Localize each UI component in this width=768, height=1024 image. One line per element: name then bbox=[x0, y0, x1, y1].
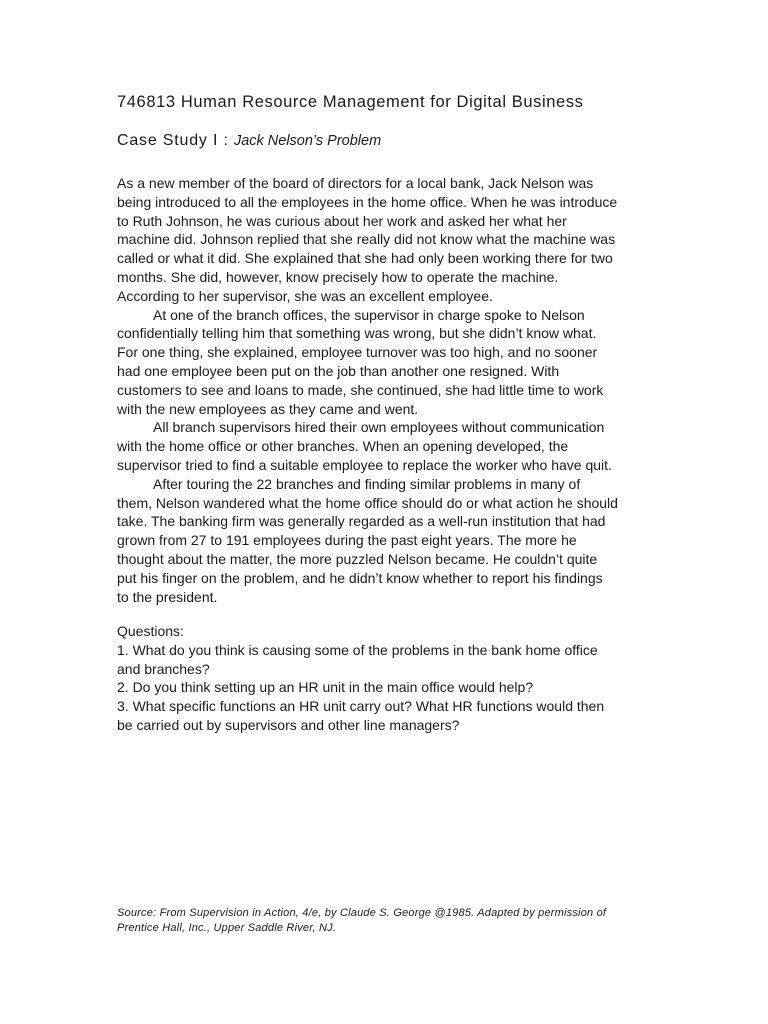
body-text-line: to the president. bbox=[117, 588, 218, 605]
body-text-line: take. The banking firm was generally regarded as a well-run institution that had bbox=[117, 513, 606, 530]
question-line: and branches? bbox=[117, 660, 210, 677]
case-study-heading bbox=[117, 132, 381, 150]
body-text-line: At one of the branch offices, the supervisor in charge spoke to Nelson bbox=[153, 306, 585, 323]
question-line: 3. What specific functions an HR unit carry out? What HR functions would then bbox=[117, 698, 605, 715]
body-text-line: confidentially telling him that something was wrong, but she didn’t know what. bbox=[117, 325, 597, 342]
case-study-name: Jack Nelson’s Problem bbox=[233, 133, 382, 149]
source-citation bbox=[117, 906, 697, 936]
body-text-line: After touring the 22 branches and finding similar problems in many of bbox=[153, 475, 581, 492]
body-text-line: them, Nelson wandered what the home office should do or what action he should bbox=[117, 494, 618, 511]
body-text-line: As a new member of the board of directors for a local bank, Jack Nelson was bbox=[117, 175, 594, 191]
body-text-line: being introduced to all the employees in the home office. When he was introduce bbox=[117, 193, 618, 210]
source-line: Source: From Supervision in Action, 4/e, by Claude S. George @1985. Adapted by permission of bbox=[117, 907, 607, 919]
question-line: be carried out by supervisors and other line managers? bbox=[117, 716, 460, 733]
source-line: Prentice Hall, Inc., Upper Saddle River, NJ. bbox=[117, 922, 337, 934]
body-text-line: customers to see and loans to made, she continued, she had little time to work bbox=[117, 381, 604, 398]
document-title: 746813 Human Resource Management for Digital Business bbox=[117, 93, 584, 111]
body-text-line: to Ruth Johnson, he was curious about her work and asked her what her bbox=[117, 212, 567, 229]
case-study-label: Case Study I : bbox=[117, 132, 234, 149]
body-text-line: put his finger on the problem, and he didn’t know whether to report his findings bbox=[117, 569, 603, 586]
body-text-line: All branch supervisors hired their own employees without communication bbox=[153, 419, 605, 436]
questions-heading: Questions: bbox=[117, 623, 184, 639]
question-line: 1. What do you think is causing some of the problems in the bank home office bbox=[117, 641, 598, 658]
question-line: 2. Do you think setting up an HR unit in the main office would help? bbox=[117, 679, 534, 696]
body-text-line: called or what it did. She explained that she had only been working there for two bbox=[117, 250, 613, 267]
body-text-line: machine did. Johnson replied that she really did not know what the machine was bbox=[117, 231, 616, 248]
body-text-line: thought about the matter, the more puzzled Nelson became. He couldn’t quite bbox=[117, 550, 598, 567]
body-text-line: grown from 27 to 191 employees during the past eight years. The more he bbox=[117, 532, 577, 549]
body-text-line: For one thing, she explained, employee turnover was too high, and no sooner bbox=[117, 344, 598, 361]
body-text-line: According to her supervisor, she was an excellent employee. bbox=[117, 287, 493, 304]
body-text-line: had one employee been put on the job than another one resigned. With bbox=[117, 362, 560, 379]
questions-section bbox=[117, 622, 677, 735]
case-body-text bbox=[117, 174, 677, 606]
body-text-line: with the home office or other branches. When an opening developed, the bbox=[117, 438, 569, 455]
body-text-line: with the new employees as they came and went. bbox=[117, 400, 419, 417]
body-text-line: months. She did, however, know precisely how to operate the machine. bbox=[117, 268, 559, 285]
body-text-line: supervisor tried to find a suitable employee to replace the worker who have quit. bbox=[117, 456, 612, 473]
